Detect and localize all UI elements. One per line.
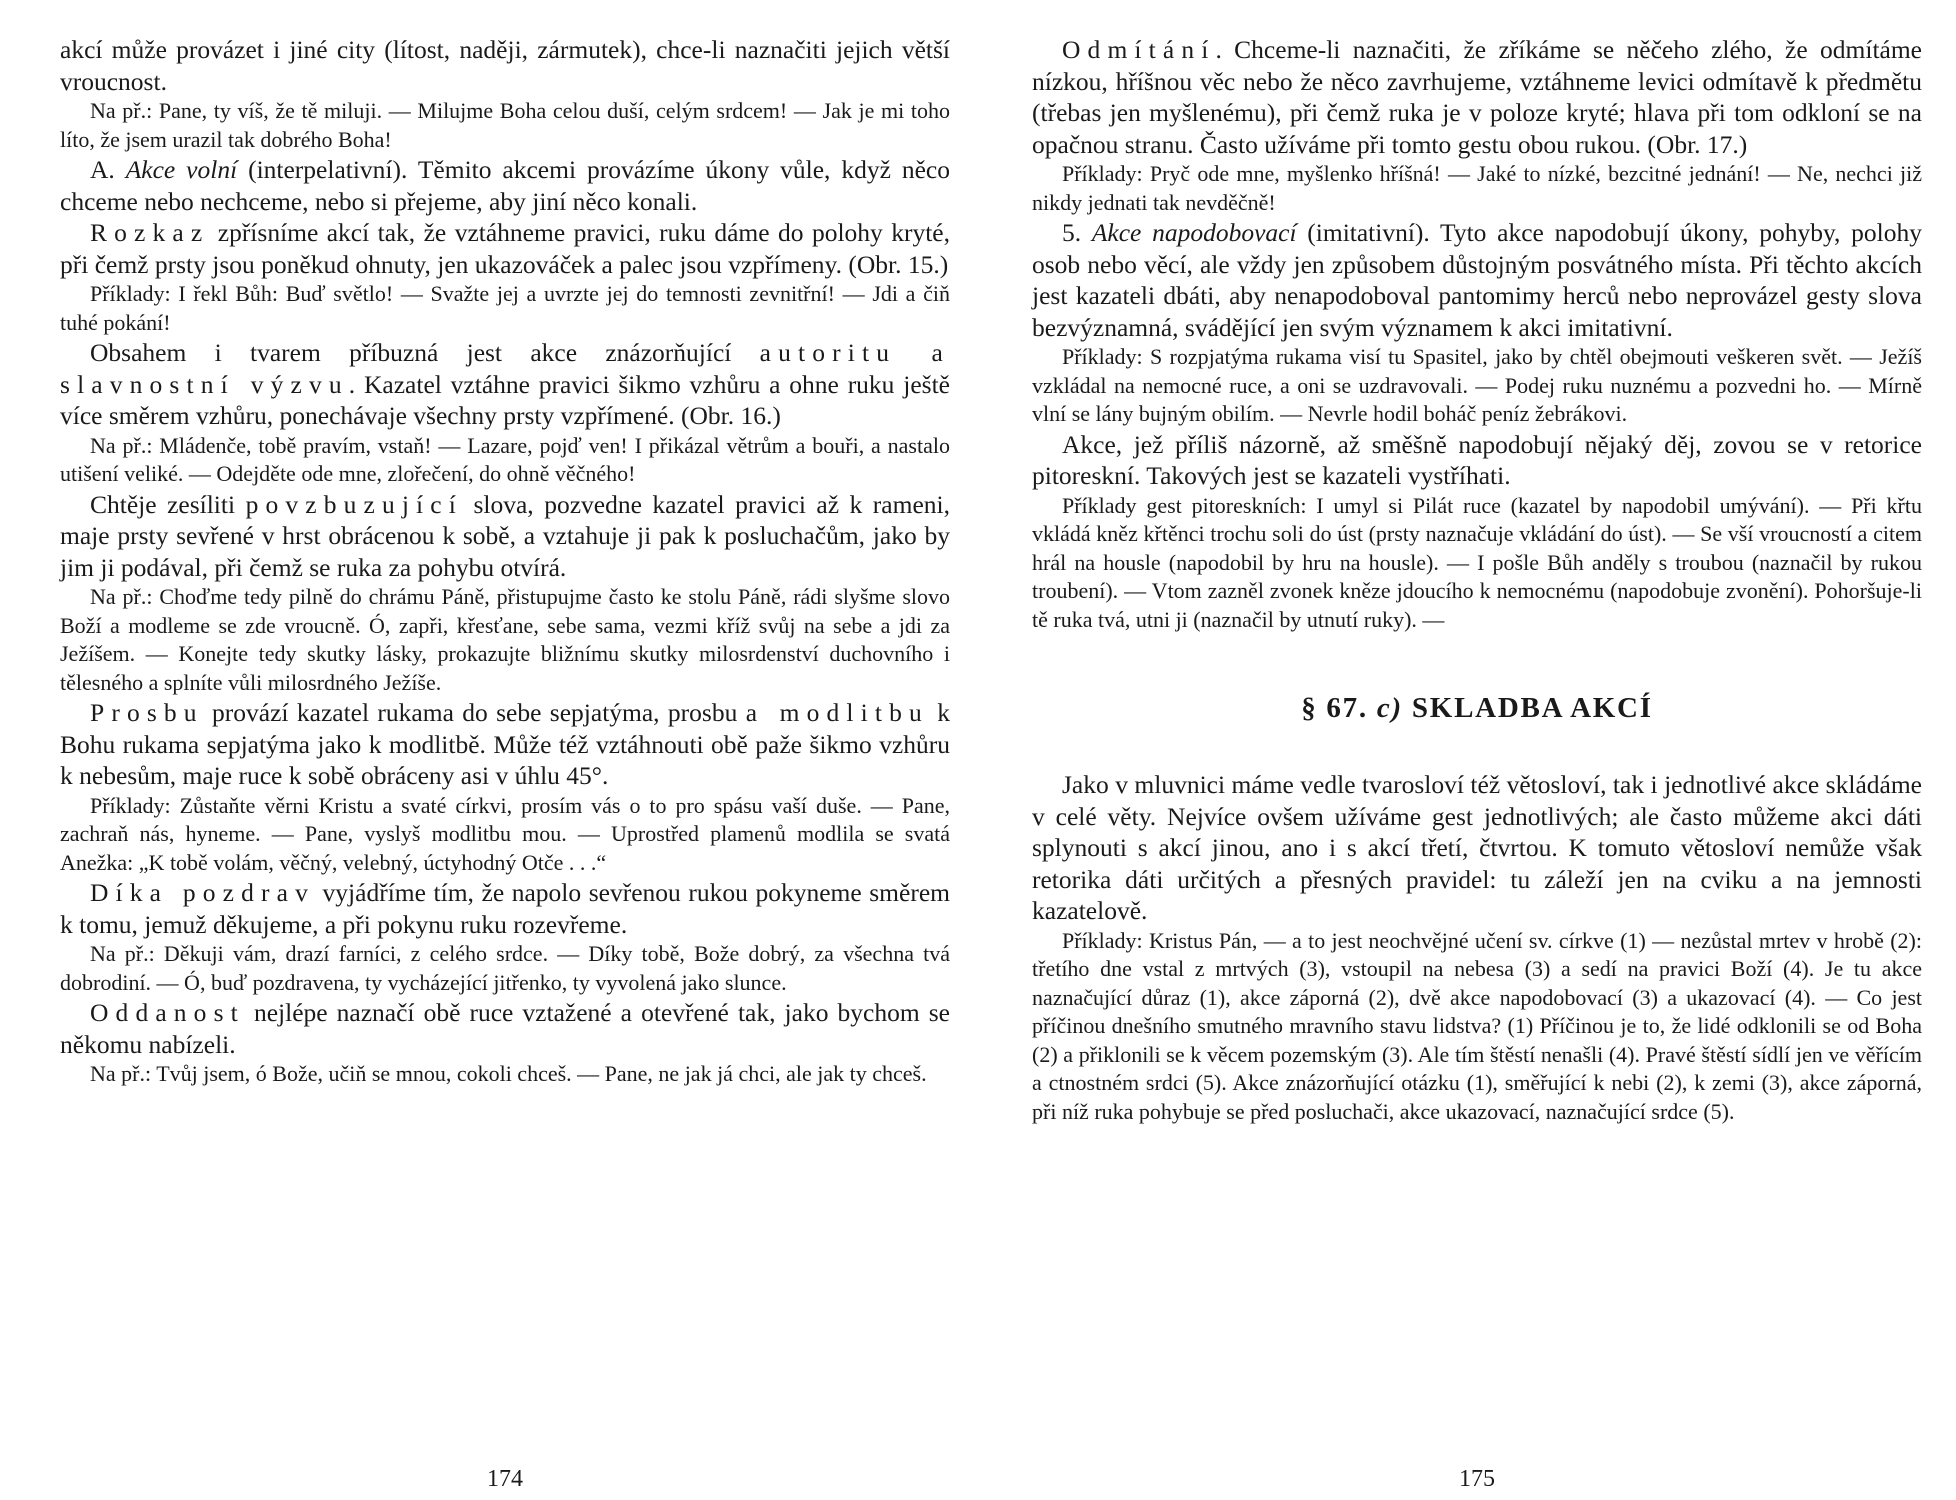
italic-term: c) <box>1376 692 1403 724</box>
right-page-number: 175 <box>1459 1466 1495 1492</box>
example-paragraph <box>1032 927 1922 1127</box>
text-run: akcí může provázet i jiné city (lítost, naději, zármutek), chce-li naznačiti jejich větší vroucnost. <box>60 35 950 96</box>
spaced-term: Odmítání <box>1062 35 1216 64</box>
text-run: Příklady: S rozpjatýma rukama visí tu Spasitel, jako by chtěl obejmouti veškeren svět. — Ježíš vzkládal na nemocné ruce, a oni se uzdravovali. — Podej ruku nuznému a pozvedni ho. — Mírně vlní se lány bujným obilím. — Nevrle hodil boháč peníz žebrákovi. <box>1032 344 1922 426</box>
text-run: . Chceme-li naznačiti, že zříkáme se něčeho zlého, že odmítáme nízkou, hříšnou věc nebo že něco zavrhujeme, vztáhneme levici odmítavě k předmětu (třebas jen myšlenému), při čemž ruka je v poloze kryté; hlava při tom odkloní se na opačnou stranu. Často užíváme při tomto gestu obou rukou. (Obr. 17.) <box>1032 35 1922 159</box>
text-run: Jako v mluvnici máme vedle tvarosloví též větosloví, tak i jednotlivé akce skládáme v celé věty. Nejvíce ovšem užíváme gest jednotlivých; ale často můžeme akci dáti splynouti s akcí jinou, ano i s akcí třetí, čtvrtou. K tomuto větosloví nemůže však retorika dáti určitých a přesných pravidel: tu záleží jen na cviku a na jemnosti kazatelově. <box>1032 770 1922 925</box>
text-run: k Bohu rukama sepjatýma jako k modlitbě. Může též vztáhnouti obě paže šikmo vzhůru k nebesům, maje ruce k sobě obráceny asi v úhlu 45°. <box>60 698 950 790</box>
text-run: Na př.: Pane, ty víš, že tě miluji. — Milujme Boha celou duší, celým srdcem! — Jak je mi toho líto, že jsem urazil tak dobrého Boha! <box>60 98 950 152</box>
text-run: zpřísníme akcí tak, že vztáhneme pravici, ruku dáme do polohy kryté, při čemž prsty jsou poněkud ohnuty, jen ukazováček a palec jsou vzpřímeny. (Obr. 15.) <box>60 218 950 279</box>
body-paragraph <box>1032 217 1922 343</box>
text-run: Na př.: Mládenče, tobě pravím, vstaň! — Lazare, pojď ven! I přikázal větrům a bouři, a nastalo utišení veliké. — Odejděte ode mne, zlořečení, do ohně věčného! <box>60 432 950 486</box>
example-paragraph <box>60 940 950 997</box>
text-run: A. <box>90 155 126 184</box>
text-run: Akce, jež příliš názorně, až směšně napodobují nějaký děj, zovou se v retorice pitoreskní. Takových jest se kazateli vystříhati. <box>1032 429 1922 490</box>
text-run: Příklady: Pryč ode mne, myšlenko hříšná! — Jaké to nízké, bezcitné jednání! — Ne, nechci již nikdy jednati tak nevděčně! <box>1032 161 1922 215</box>
spaced-term: autoritu a slavnostní výzvu <box>60 338 950 399</box>
text-run: Na př.: Děkuji vám, drazí farníci, z celého srdce. — Díky tobě, Bože dobrý, za všechna tvá dobrodiní. — Ó, buď pozdravena, ty vycházející jitřenko, ty vyvolená jako slunce. <box>60 941 950 995</box>
example-paragraph <box>60 1060 950 1089</box>
body-paragraph <box>60 337 950 432</box>
body-paragraph <box>1032 429 1922 492</box>
text-run: nejlépe naznačí obě ruce vztažené a otevřené tak, jako bychom se někomu nabízeli. <box>60 998 950 1059</box>
text-run: Na př.: Choďme tedy pilně do chrámu Páně, přistupujme často ke stolu Páně, rádi slyšme slovo Boží a modleme se zde vroucně. Ó, zapři, křesťane, sebe sama, vezmi kříž svůj na sebe a jdi za Ježíšem. — Konejte tedy skutky lásky, prokazujte bližnímu skutky milosrdenství duchovního i tělesného a splníte vůli milosrdného Ježíše. <box>60 584 950 695</box>
example-paragraph <box>60 280 950 337</box>
body-paragraph <box>60 489 950 584</box>
example-paragraph <box>1032 160 1922 217</box>
example-paragraph <box>60 792 950 878</box>
text-run: Obsahem i tvarem příbuzná jest akce znázorňující <box>90 338 760 367</box>
text-run: slova, pozvedne kazatel pravici až k rameni, maje prsty sevřené v hrst obrácenou k sobě, a vztahuje ji pak k posluchačům, jako by jim ji podával, při čemž se ruka za pohybu otvírá. <box>60 489 950 582</box>
text-run: (imitativní). Tyto akce napodobují úkony, pohyby, polohy osob nebo věcí, ale vždy jen způsobem důstojným posvátného místa. Při těchto akcích jest kazateli dbáti, aby nenapodoboval pantomimy herců nebo neprovázel gesty slova bezvýznamná, svádějící jen svým významem k akci imitativní. <box>1032 218 1922 342</box>
body-paragraph <box>1032 769 1922 927</box>
body-paragraph <box>60 997 950 1060</box>
body-paragraph <box>60 877 950 940</box>
example-paragraph <box>1032 343 1922 429</box>
text-run: vyjádříme tím, že napolo sevřenou rukou pokyneme směrem k tomu, jemuž děkujeme, a při pokynu ruku rozevřeme. <box>60 878 950 939</box>
text-run: Příklady: Kristus Pán, — a to jest neochvějné učení sv. církve (1) — nezůstal mrtev v hrobě (2): třetího dne vstal z mrtvých (3), vstoupil na nebesa (3) a sedí na pravici Boží (4). Je tu akce naznačující důraz (1), akce záporná (2), dvě akce napodobovací (3) a ukazovací (4). — Co jest příčinou dnešního smutného mravního stavu lidstva? (1) Příčinou je to, že lidé odklonili se od Boha (2) a přiklonili se k věcem pozemským (3). Ale tím štěstí nenašli (4). Pravé štěstí sídlí jen ve věřícím a ctnostném srdci (5). Akce znázorňující otázku (1), směřující k nebi (2), k zemi (3), akce záporná, při níž ruka pohybuje se před posluchači, akce ukazovací, naznačující srdce (5). <box>1032 927 1922 1124</box>
text-run: Příklady: I řekl Bůh: Buď světlo! — Svažte jej a uvrzte jej do temnosti zevnitřní! — Jdi a čiň tuhé pokání! <box>60 281 950 335</box>
spaced-term: Rozkaz <box>90 218 210 247</box>
text-run: SKLADBA AKCÍ <box>1402 692 1653 724</box>
spaced-term: Oddanost <box>90 998 245 1027</box>
right-page-body <box>1032 34 1922 1126</box>
text-run: Příklady gest pitoreskních: I umyl si Pilát ruce (kazatel by napodobil umývání). — Při křtu vkládá kněz křtěnci trochu soli do úst (prsty naznačuje vkládání do úst). — Se vší vroucností a citem hrál na housle (napodobil by hru na housle). — I pošle Bůh anděly s troubou (naznačil by rukou troubení). — Vtom zazněl zvonek kněze jdoucího k nemocnému (napodobuje zvonění). Pohoršuje-li tě ruka tvá, utni ji (naznačil by utnutí ruky). — <box>1032 492 1922 632</box>
body-paragraph <box>60 217 950 280</box>
italic-term: Akce napodobovací <box>1091 218 1297 247</box>
example-paragraph <box>60 97 950 154</box>
spaced-term: a modlitbu <box>745 698 929 727</box>
left-page-body <box>60 34 950 1089</box>
left-page <box>60 0 950 1500</box>
italic-term: Akce volní <box>125 155 238 184</box>
text-run: Příklady: Zůstaňte věrni Kristu a svaté církvi, prosím vás o to pro spásu vaší duše. — Pane, zachraň nás, hyneme. — Pane, vyslyš modlitbu mou. — Uprostřed plamenů modlila se svatá Anežka: „K tobě volám, věčný, velebný, úctyhodný Otče . . .“ <box>60 792 950 875</box>
text-run: § 67. <box>1301 692 1377 724</box>
text-run: (interpelativní). Těmito akcemi provázíme úkony vůle, když něco chceme nebo nechceme, nebo si přejeme, aby jiní něco konali. <box>60 155 950 216</box>
text-run: . Kazatel vztáhne pravici šikmo vzhůru a ohne ruku ještě více směrem vzhůru, ponechávaje všechny prsty vzpřímené. (Obr. 16.) <box>60 369 950 430</box>
body-paragraph <box>60 154 950 217</box>
spaced-term: povzbuzující <box>245 489 463 519</box>
example-paragraph <box>1032 492 1922 635</box>
body-paragraph <box>60 697 950 792</box>
section-heading <box>1032 692 1922 725</box>
example-paragraph <box>60 432 950 489</box>
text-run: 5. <box>1062 218 1092 247</box>
spaced-term: Prosbu <box>90 698 204 727</box>
body-paragraph <box>60 34 950 97</box>
spaced-term: Díka pozdrav <box>90 878 315 907</box>
left-page-number: 174 <box>487 1466 523 1492</box>
example-paragraph <box>60 583 950 697</box>
right-page <box>1032 0 1922 1500</box>
text-run: Chtěje zesíliti <box>90 489 246 519</box>
text-run: Na př.: Tvůj jsem, ó Bože, učiň se mnou, cokoli chceš. — Pane, ne jak já chci, ale jak ty chceš. <box>90 1061 927 1086</box>
text-run: provází kazatel rukama do sebe sepjatýma, prosbu <box>203 698 746 727</box>
body-paragraph <box>1032 34 1922 160</box>
